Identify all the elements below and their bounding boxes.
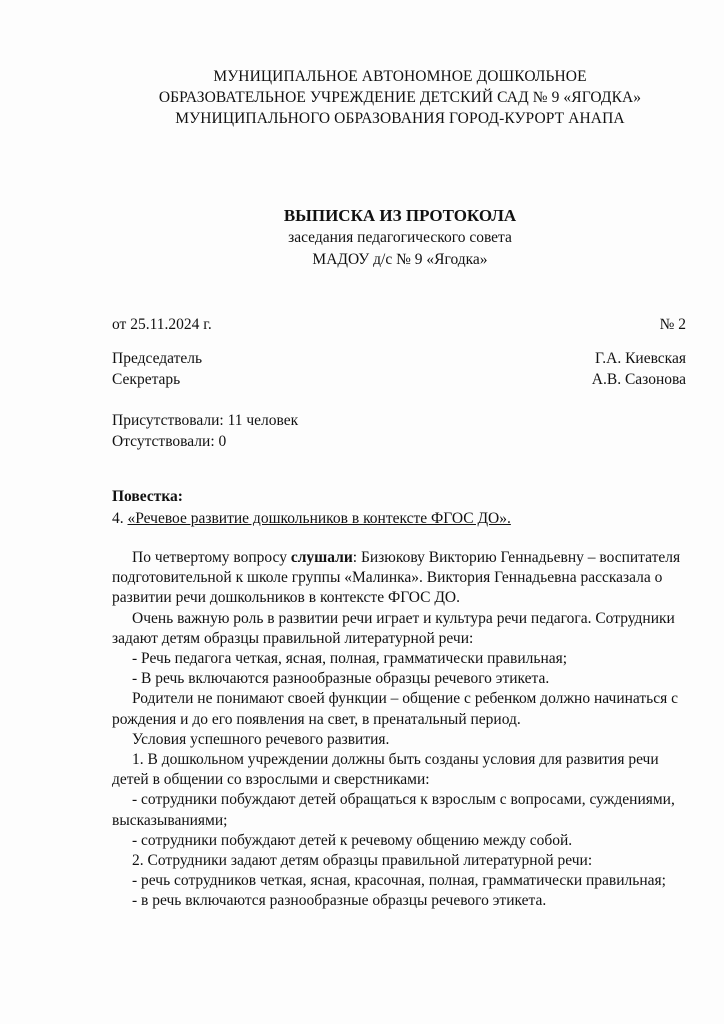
document-subtitle-1: заседания педагогического совета <box>288 229 512 246</box>
list-item: - сотрудники побуждают детей к речевому общению между собой. <box>132 831 573 849</box>
chair-name: Г.А. Киевская <box>595 350 686 367</box>
agenda-label: Повестка: <box>112 488 183 505</box>
agenda-item-number: 4. <box>112 510 128 527</box>
paragraph-heard <box>112 548 682 609</box>
agenda-item <box>112 508 511 529</box>
protocol-date: от 25.11.2024 г. <box>112 316 212 333</box>
title-block <box>130 205 670 271</box>
header-line-3: МУНИЦИПАЛЬНОГО ОБРАЗОВАНИЯ ГОРОД-КУРОРТ АНАПА <box>175 110 625 127</box>
protocol-number: № 2 <box>659 316 686 333</box>
list-item: - В речь включаются разнообразные образцы речевого этикета. <box>132 670 550 688</box>
list-item: - сотрудники побуждают детей обращаться к взрослым с вопросами, суждениями, высказываниями; <box>112 791 675 829</box>
list-item: - в речь включаются разнообразные образцы речевого этикета. <box>132 892 547 910</box>
document-title: ВЫПИСКА ИЗ ПРОТОКОЛА <box>283 206 517 225</box>
absent-count: Отсутствовали: 0 <box>112 433 227 450</box>
secretary-label: Секретарь <box>112 371 181 388</box>
list-item: - Речь педагога четкая, ясная, полная, грамматически правильная; <box>132 650 568 668</box>
organization-header <box>100 66 700 129</box>
paragraph-condition-1: 1. В дошкольном учреждении должны быть созданы условия для развития речи детей в общении со взрослыми и сверстниками: <box>112 751 659 789</box>
minutes-body <box>112 548 682 912</box>
paragraph-conditions: Условия успешного речевого развития. <box>132 730 390 748</box>
heard-keyword: слушали <box>290 549 353 566</box>
heard-intro: По четвертому вопросу <box>132 549 291 566</box>
paragraph-parents: Родители не понимают своей функции – общение с ребенком должно начинаться с рождения и до его появления на свет, в пренатальный период. <box>112 690 679 728</box>
heard-rest: : Бизюкову Викторию Геннадьевну – воспитателя подготовительной к школе группы «Малинка». Виктория Геннадьевна рассказала о развитии речи дошкольников в контексте ФГОС ДО. <box>112 549 681 607</box>
header-line-2: ОБРАЗОВАТЕЛЬНОЕ УЧРЕЖДЕНИЕ ДЕТСКИЙ САД № 9 «ЯГОДКА» <box>158 89 642 106</box>
secretary-name: А.В. Сазонова <box>591 371 686 388</box>
document-subtitle-2: МАДОУ д/с № 9 «Ягодка» <box>312 251 488 268</box>
header-line-1: МУНИЦИПАЛЬНОЕ АВТОНОМНОЕ ДОШКОЛЬНОЕ <box>213 68 587 85</box>
list-item: - речь сотрудников четкая, ясная, красочная, полная, грамматически правильная; <box>132 872 666 890</box>
paragraph-culture: Очень важную роль в развитии речи играет и культура речи педагога. Сотрудники задают детям образцы правильной литературной речи: <box>112 609 675 647</box>
chair-label: Председатель <box>112 350 203 367</box>
present-count: Присутствовали: 11 человек <box>112 412 299 429</box>
paragraph-condition-2: 2. Сотрудники задают детям образцы правильной литературной речи: <box>132 852 593 870</box>
agenda-item-text: «Речевое развитие дошкольников в контексте ФГОС ДО». <box>127 510 511 527</box>
